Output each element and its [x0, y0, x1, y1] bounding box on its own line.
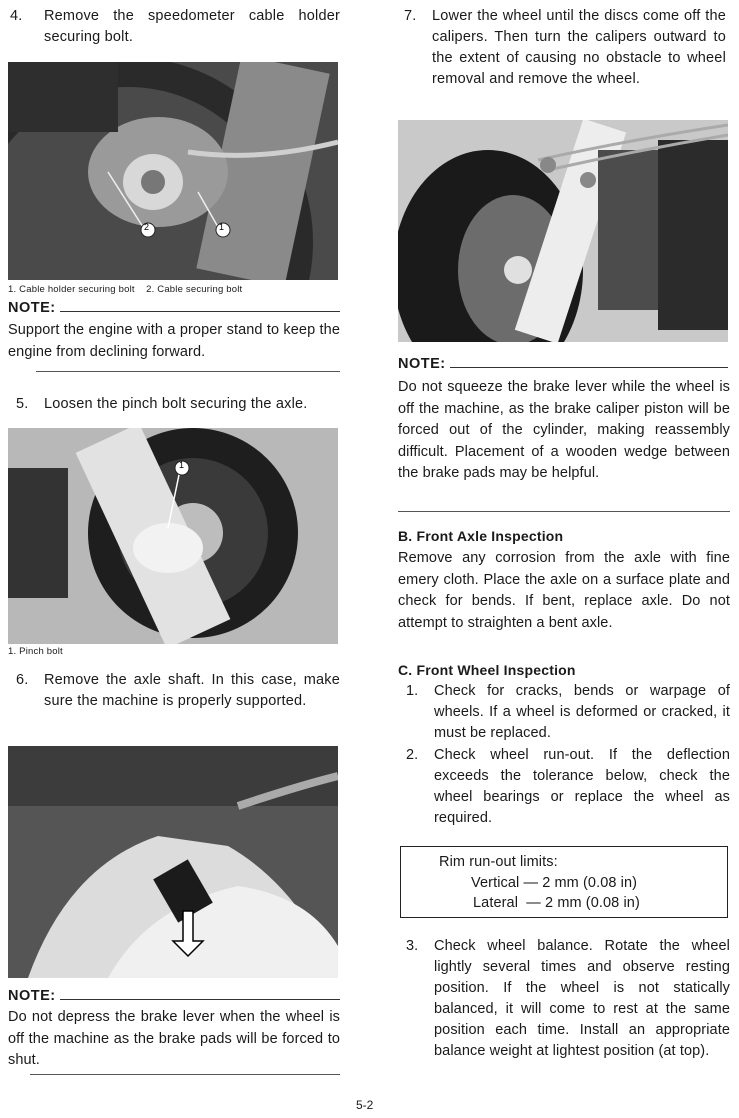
photo-illustration: [8, 62, 338, 280]
page-number: 5-2: [356, 1098, 374, 1112]
item-text: Check wheel run-out. If the deflection exceeds the tolerance below, check the wheel bearings or replace the wheel as required.: [434, 747, 730, 826]
step-4: [10, 6, 340, 48]
note-label: NOTE:: [8, 300, 56, 316]
photo-remove-wheel: [398, 120, 728, 342]
rim-runout-limits-box: [400, 846, 728, 918]
step-7: [404, 6, 726, 90]
note-line: [450, 366, 728, 368]
item-number: 2.: [406, 747, 419, 763]
step-text: Remove the axle shaft. In this case, make sure the machine is properly supported.: [44, 672, 340, 709]
limits-title: Rim run-out limits:: [439, 854, 558, 870]
photo-illustration: [398, 120, 728, 342]
callout-1: 1: [179, 460, 185, 470]
photo-speedometer-cable-holder: [8, 62, 338, 280]
callout-1: 1: [219, 222, 225, 232]
step-number: 5.: [16, 396, 29, 412]
note1-rule: [36, 371, 340, 372]
step-5: [16, 394, 340, 415]
section-b-title: B. Front Axle Inspection: [398, 528, 564, 544]
step-6: [16, 670, 340, 712]
step-number: 4.: [10, 8, 23, 24]
photo-illustration: [8, 746, 338, 978]
c-item-3: [406, 936, 730, 1062]
note2-heading: [8, 988, 340, 1004]
note-line: [60, 998, 340, 1000]
c-item-1: [406, 681, 730, 744]
photo-pinch-bolt: [8, 428, 338, 644]
note3-rule: [398, 511, 730, 512]
note-line: [60, 310, 340, 312]
limits-vertical: Vertical — 2 mm (0.08 in): [471, 875, 638, 891]
note2-rule: [30, 1074, 340, 1075]
note3-heading: [398, 356, 728, 372]
note3-text: Do not squeeze the brake lever while the wheel is off the machine, as the brake caliper piston will be forced out of the cylinder, making reassembly difficult. Placement of a wooden wedge between the brake pads may be helpful.: [398, 379, 730, 481]
section-c-title: C. Front Wheel Inspection: [398, 662, 576, 678]
step-text: Remove the speedometer cable holder securing bolt.: [44, 8, 340, 45]
limits-lateral: Lateral — 2 mm (0.08 in): [473, 895, 640, 911]
item-text: Check wheel balance. Rotate the wheel lightly several times and observe resting position. If the wheel is not statically balanced, it will come to rest at the same position each time. Install an appropriate balance weight at lightest position (at top).: [434, 938, 730, 1059]
step-number: 7.: [404, 8, 417, 24]
photo1-caption: 1. Cable holder securing bolt 2. Cable securing bolt: [8, 284, 243, 295]
item-number: 3.: [406, 938, 419, 954]
item-number: 1.: [406, 683, 419, 699]
note-label: NOTE:: [398, 356, 446, 372]
step-text: Loosen the pinch bolt securing the axle.: [44, 396, 308, 412]
c-item-2: [406, 745, 730, 829]
section-b-text: Remove any corrosion from the axle with fine emery cloth. Place the axle on a surface plate and check for bends. If bent, replace axle. Do not attempt to straighten a bent axle.: [398, 550, 730, 631]
photo-remove-axle: [8, 746, 338, 978]
photo-illustration: [8, 428, 338, 644]
note1-heading: [8, 300, 340, 316]
item-text: Check for cracks, bends or warpage of wheels. If a wheel is deformed or cracked, it must be replaced.: [434, 683, 730, 741]
step-text: Lower the wheel until the discs come off the calipers. Then turn the calipers outward to the extent of causing no obstacle to wheel removal and remove the wheel.: [432, 8, 726, 87]
note1-text: Support the engine with a proper stand to keep the engine from declining forward.: [8, 322, 340, 360]
step-number: 6.: [16, 672, 29, 688]
photo2-caption: 1. Pinch bolt: [8, 646, 63, 657]
note2-text: Do not depress the brake lever when the wheel is off the machine as the brake pads will be forced to shut.: [8, 1009, 340, 1068]
callout-2: 2: [144, 222, 150, 232]
note-label: NOTE:: [8, 988, 56, 1004]
